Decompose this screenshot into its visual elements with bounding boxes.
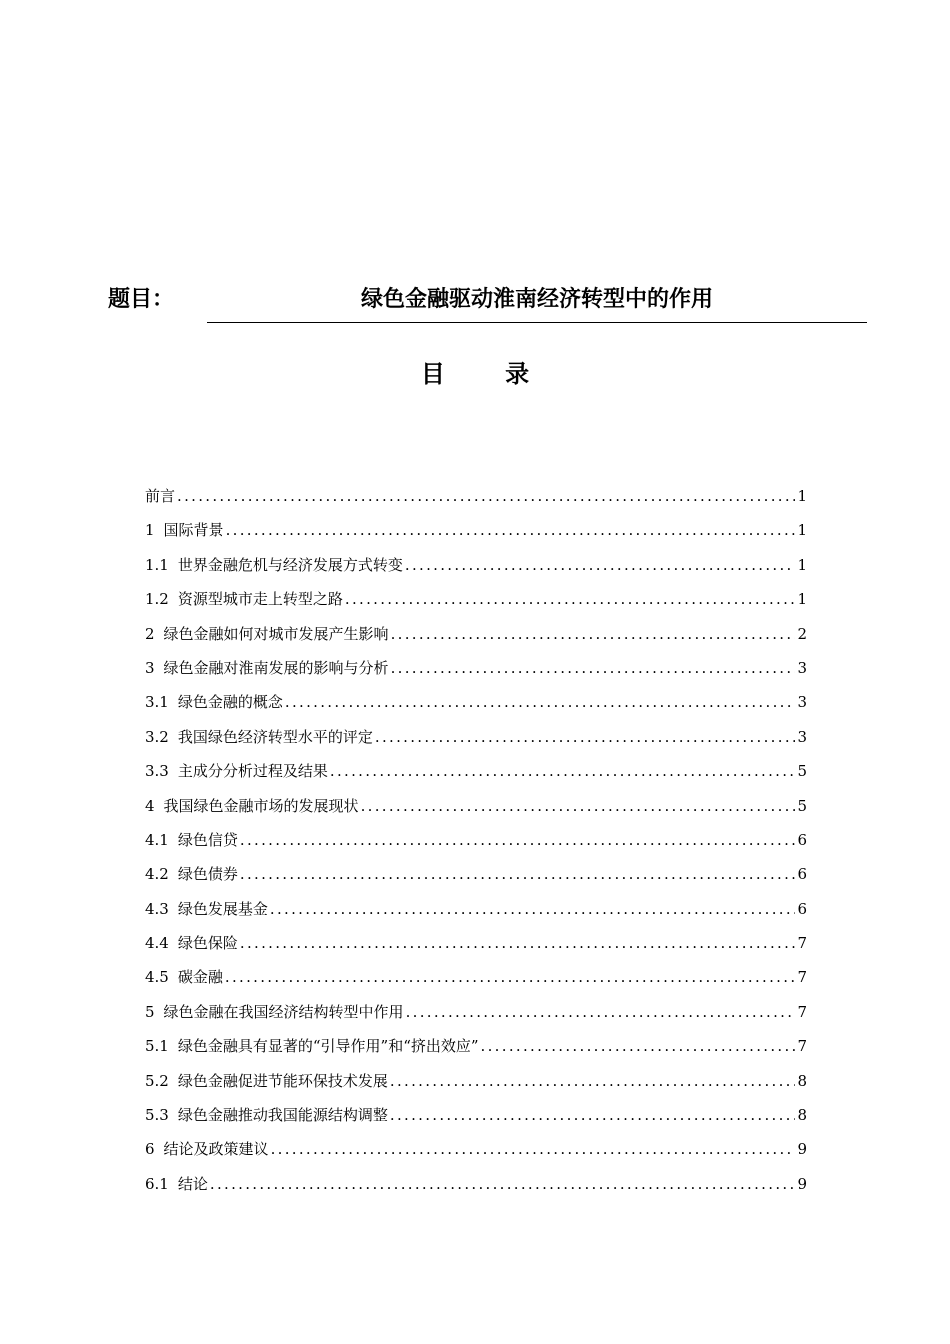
toc-entry[interactable] — [145, 1029, 807, 1063]
toc-dot-leader — [391, 651, 796, 685]
toc-entry[interactable] — [145, 789, 807, 823]
toc-entry-title: 绿色金融如何对城市发展产生影响 — [163, 624, 389, 643]
toc-entry-number: 4.3 — [145, 899, 169, 918]
toc-entry-page: 8 — [797, 1071, 807, 1090]
toc-dot-leader — [361, 789, 796, 823]
toc-entry-title: 绿色金融对淮南发展的影响与分析 — [163, 658, 389, 677]
toc-entry-title: 绿色金融在我国经济结构转型中作用 — [163, 1002, 404, 1021]
toc-entry-number: 4 — [145, 796, 155, 815]
toc-entry[interactable] — [145, 1098, 807, 1132]
table-of-contents — [145, 479, 807, 1201]
toc-entry[interactable] — [145, 754, 807, 788]
toc-dot-leader — [375, 720, 796, 754]
title-row — [0, 282, 950, 318]
toc-entry[interactable] — [145, 1064, 807, 1098]
toc-entry[interactable] — [145, 617, 807, 651]
toc-entry-number: 4.2 — [145, 865, 169, 884]
toc-dot-leader — [481, 1029, 796, 1063]
toc-entry-page: 3 — [797, 727, 807, 746]
toc-entry-number: 2 — [145, 624, 155, 643]
toc-entry-page: 6 — [797, 865, 807, 884]
toc-entry-title: 绿色金融具有显著的“引导作用”和“挤出效应” — [177, 1037, 479, 1056]
toc-entry-title: 绿色金融推动我国能源结构调整 — [177, 1106, 388, 1125]
toc-entry-title: 前言 — [145, 487, 176, 505]
toc-entry-number: 6.1 — [145, 1174, 169, 1193]
toc-dot-leader — [240, 926, 796, 960]
title-label: 题目： — [108, 287, 175, 312]
toc-entry[interactable] — [145, 1132, 807, 1166]
toc-entry-page: 5 — [797, 796, 807, 815]
toc-entry-number: 3.3 — [145, 762, 169, 781]
toc-entry-title: 世界金融危机与经济发展方式转变 — [177, 555, 403, 574]
toc-entry-page: 6 — [797, 899, 807, 918]
document-title: 绿色金融驱动淮南经济转型中的作用 — [360, 287, 713, 312]
toc-dot-leader — [406, 995, 796, 1029]
toc-entry-title: 资源型城市走上转型之路 — [177, 590, 343, 609]
toc-entry-title: 结论及政策建议 — [163, 1140, 269, 1159]
toc-entry-title: 结论 — [177, 1174, 208, 1193]
toc-dot-leader — [177, 479, 795, 513]
toc-entry-number: 1 — [145, 521, 155, 540]
toc-entry[interactable] — [145, 892, 807, 926]
toc-dot-leader — [271, 1132, 796, 1166]
toc-entry[interactable] — [145, 582, 807, 616]
toc-entry[interactable] — [145, 857, 807, 891]
toc-entry-number: 4.5 — [145, 968, 169, 987]
toc-dot-leader — [285, 685, 796, 719]
toc-entry-number: 3 — [145, 658, 155, 677]
toc-entry[interactable] — [145, 548, 807, 582]
toc-entry-number: 5.2 — [145, 1071, 169, 1090]
toc-dot-leader — [405, 548, 796, 582]
toc-entry[interactable] — [145, 651, 807, 685]
toc-dot-leader — [330, 754, 796, 788]
toc-entry-title: 国际背景 — [163, 521, 224, 540]
toc-entry-number: 5.3 — [145, 1106, 169, 1125]
toc-entry-page: 9 — [797, 1140, 807, 1159]
toc-entry[interactable] — [145, 513, 807, 547]
toc-entry[interactable] — [145, 995, 807, 1029]
toc-entry-title: 绿色信贷 — [177, 830, 238, 849]
toc-dot-leader — [345, 582, 796, 616]
toc-entry-number: 4.1 — [145, 830, 169, 849]
toc-entry-number: 5 — [145, 1002, 155, 1021]
toc-entry[interactable] — [145, 479, 807, 513]
toc-dot-leader — [270, 892, 796, 926]
toc-entry-page: 8 — [797, 1106, 807, 1125]
toc-dot-leader — [240, 857, 796, 891]
toc-entry-page: 1 — [797, 555, 807, 574]
toc-dot-leader — [225, 960, 796, 994]
toc-entry-page: 7 — [797, 934, 807, 953]
title-underline — [207, 322, 867, 323]
toc-entry-title: 主成分分析过程及结果 — [177, 762, 328, 781]
toc-entry-title: 绿色债券 — [177, 865, 238, 884]
toc-dot-leader — [391, 617, 796, 651]
toc-entry-page: 1 — [797, 590, 807, 609]
toc-dot-leader — [240, 823, 796, 857]
toc-entry-number: 6 — [145, 1140, 155, 1159]
toc-entry-page: 7 — [797, 968, 807, 987]
toc-entry-number: 3.1 — [145, 693, 169, 712]
toc-entry-title: 我国绿色经济转型水平的评定 — [177, 727, 373, 746]
toc-entry-page: 3 — [797, 658, 807, 677]
toc-dot-leader — [390, 1098, 796, 1132]
toc-entry-page: 6 — [797, 830, 807, 849]
toc-entry-number: 5.1 — [145, 1037, 169, 1056]
toc-entry-title: 绿色发展基金 — [177, 899, 268, 918]
toc-entry[interactable] — [145, 823, 807, 857]
toc-entry-number: 4.4 — [145, 934, 169, 953]
toc-entry[interactable] — [145, 960, 807, 994]
toc-entry-page: 7 — [797, 1002, 807, 1021]
toc-entry-title: 绿色金融促进节能环保技术发展 — [177, 1071, 388, 1090]
toc-entry-number: 3.2 — [145, 727, 169, 746]
toc-entry[interactable] — [145, 1167, 807, 1201]
toc-entry-title: 绿色保险 — [177, 934, 238, 953]
toc-entry-title: 绿色金融的概念 — [177, 693, 283, 712]
toc-dot-leader — [210, 1167, 796, 1201]
toc-entry-page: 2 — [797, 624, 807, 643]
toc-entry-page: 3 — [797, 693, 807, 712]
toc-dot-leader — [390, 1064, 796, 1098]
toc-entry[interactable] — [145, 720, 807, 754]
toc-entry-page: 5 — [797, 762, 807, 781]
toc-entry[interactable] — [145, 685, 807, 719]
toc-entry-title: 碳金融 — [177, 968, 223, 987]
toc-entry-page: 7 — [797, 1037, 807, 1056]
toc-entry-page: 9 — [797, 1174, 807, 1193]
toc-entry-number: 1.1 — [145, 555, 169, 574]
toc-dot-leader — [226, 513, 796, 547]
toc-entry-page: 1 — [797, 487, 807, 505]
toc-entry-title: 我国绿色金融市场的发展现状 — [163, 796, 359, 815]
toc-heading: 目 录 — [420, 360, 556, 388]
toc-entry[interactable] — [145, 926, 807, 960]
toc-entry-page: 1 — [797, 521, 807, 540]
toc-entry-number: 1.2 — [145, 590, 169, 609]
